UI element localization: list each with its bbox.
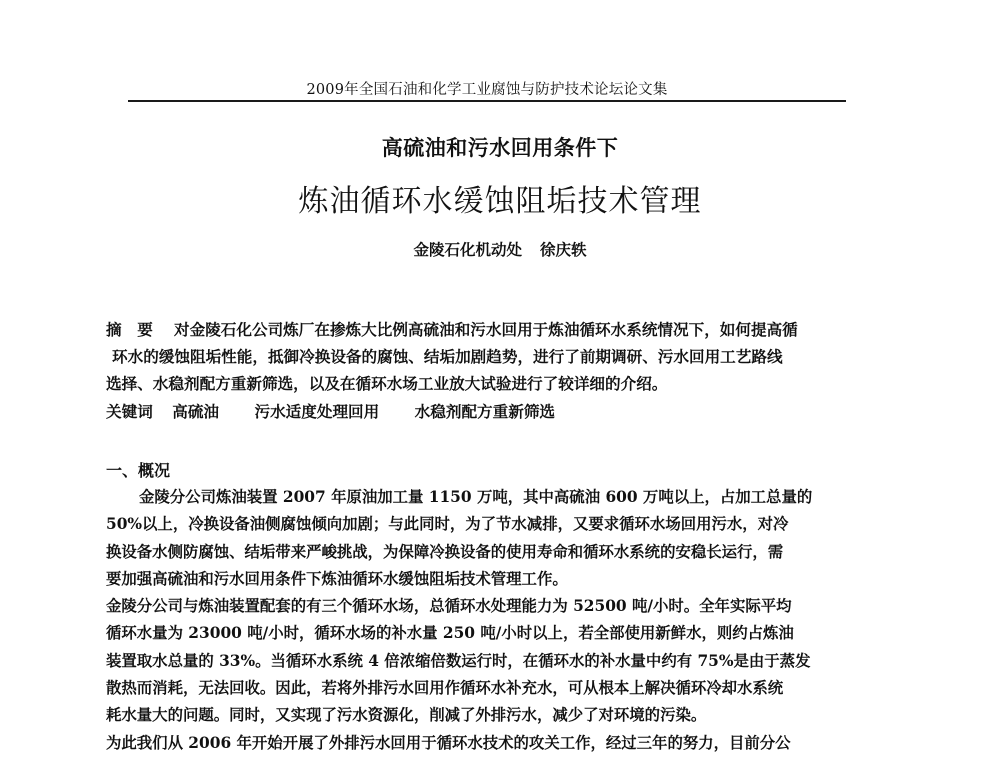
abstract-line bbox=[106, 316, 898, 343]
article-title: 炼油循环水缓蚀阻垢技术管理 bbox=[298, 184, 702, 219]
body-line: 金陵分公司炼油装置 2007 年原油加工量 1150 万吨，其中高硫油 600 万吨以上，占加工总量的 bbox=[139, 488, 813, 506]
running-head: 2009年全国石油和化学工业腐蚀与防护技术论坛论文集 bbox=[306, 82, 668, 98]
author-line bbox=[0, 238, 1000, 260]
header-rule bbox=[128, 100, 846, 102]
abstract bbox=[106, 316, 898, 397]
author-affiliation: 金陵石化机动处 bbox=[413, 241, 522, 259]
keyword-item: 水稳剂配方重新筛选 bbox=[414, 402, 556, 421]
body-line: 金陵分公司与炼油装置配套的有三个循环水场，总循环水处理能力为 52500 吨/小时。全年实际平均 bbox=[106, 597, 792, 616]
author-name: 徐庆轶 bbox=[540, 241, 587, 259]
body-line: 循环水量为 23000 吨/小时，循环水场的补水量 250 吨/小时以上，若全部使用新鲜水，则约占炼油 bbox=[106, 624, 794, 643]
body-line: 散热而消耗，无法回收。因此，若将外排污水回用作循环水补充水，可从根本上解决循环冷却水系统 bbox=[106, 679, 784, 698]
keyword-item: 高硫油 bbox=[172, 402, 220, 421]
article-subtitle: 高硫油和污水回用条件下 bbox=[381, 136, 619, 160]
keywords-label: 关键词 bbox=[106, 402, 153, 421]
body-line: 装置取水总量的 33%。当循环水系统 4 倍浓缩倍数运行时，在循环水的补水量中约有 75%是由于蒸发 bbox=[106, 651, 811, 670]
abstract-text: 对金陵石化公司炼厂在掺炼大比例高硫油和污水回用于炼油循环水系统情况下，如何提高循 bbox=[174, 320, 798, 339]
body-line: 要加强高硫油和污水回用条件下炼油循环水缓蚀阻垢技术管理工作。 bbox=[106, 569, 568, 588]
abstract-label: 摘 要 bbox=[106, 320, 153, 339]
abstract-line: 环水的缓蚀阻垢性能，抵御冷换设备的腐蚀、结垢加剧趋势，进行了前期调研、污水回用工艺路线 bbox=[112, 347, 783, 366]
body-line: 为此我们从 2006 年开始开展了外排污水回用于循环水技术的攻关工作，经过三年的努力，目前分公 bbox=[106, 733, 791, 752]
body-line: 换设备水侧防腐蚀、结垢带来严峻挑战，为保障冷换设备的使用寿命和循环水系统的安稳长运行，需 bbox=[106, 542, 784, 561]
section-body bbox=[106, 484, 901, 757]
body-line: 耗水量大的问题。同时，又实现了污水资源化，削减了外排污水，减少了对环境的污染。 bbox=[106, 706, 707, 725]
abstract-line: 选择、水稳剂配方重新筛选，以及在循环水场工业放大试验进行了较详细的介绍。 bbox=[106, 374, 668, 393]
section-heading: 一、概况 bbox=[106, 461, 171, 480]
body-line: 50%以上，冷换设备油侧腐蚀倾向加剧；与此同时，为了节水减排，又要求循环水场回用污水，对冷 bbox=[106, 515, 789, 534]
keyword-item: 污水适度处理回用 bbox=[254, 402, 380, 421]
keywords bbox=[106, 400, 898, 422]
